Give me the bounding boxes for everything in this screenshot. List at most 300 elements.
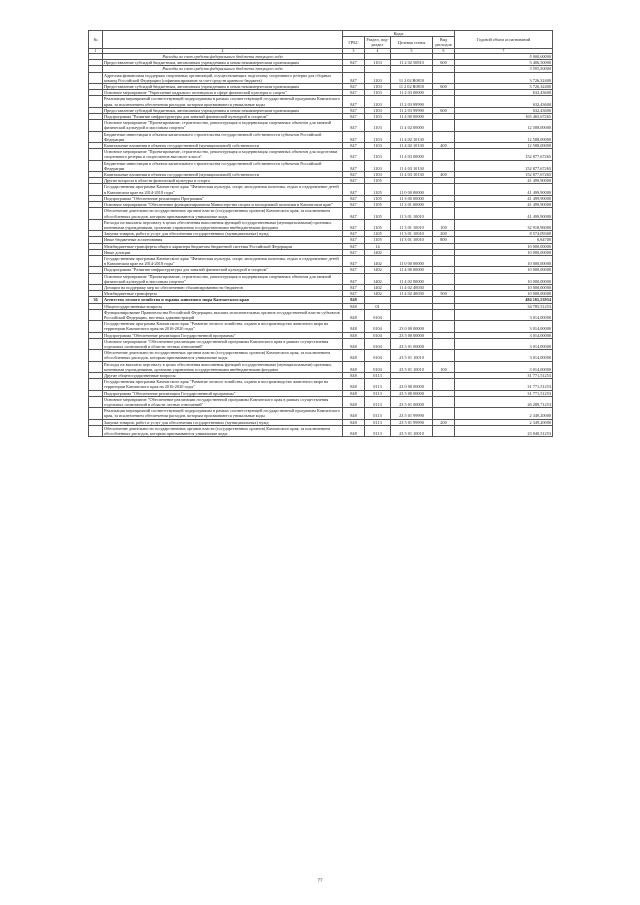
cell-amount: 31 771,51253 [455, 372, 553, 378]
cell-target: 11 2 03 99990 [391, 96, 433, 107]
header-codes: Коды [343, 31, 455, 37]
table-row [89, 208, 553, 219]
cell-amount: 3 014,00000 [455, 321, 553, 332]
column-index: 7 [455, 48, 553, 53]
cell-grbs: 848 [343, 338, 365, 349]
cell-num [89, 255, 103, 266]
cell-description: Общегосударственные вопросы [103, 303, 343, 309]
cell-vid [433, 273, 455, 284]
table-row [89, 338, 553, 349]
cell-amount: 484 165,53954 [455, 297, 553, 303]
cell-target: 11 3 01 10010 [391, 237, 433, 243]
cell-grbs: 848 [343, 425, 365, 436]
cell-amount: 26 289,71253 [455, 396, 553, 407]
cell-num [89, 160, 103, 171]
cell-section: 1105 [365, 184, 391, 195]
cell-vid: 400 [433, 172, 455, 178]
cell-description: Дотации на поддержку мер по обеспечению сбалансированности бюджетов [103, 284, 343, 290]
cell-target [391, 309, 433, 320]
cell-section: 1105 [365, 237, 391, 243]
cell-section: 0104 [365, 321, 391, 332]
cell-section: 0113 [365, 372, 391, 378]
cell-description: Государственная программа Камчатского края "Развитие лесного хозяйства, охрана и воспроизводство животного мира на территории Камчатского края на 2016-2020 годы" [103, 379, 343, 390]
cell-grbs: 847 [343, 172, 365, 178]
cell-amount: 23 940,51253 [455, 425, 553, 436]
cell-section: 1103 [365, 90, 391, 96]
cell-description: Подпрограмма "Обеспечение реализации Программы" [103, 195, 343, 201]
column-index: 6 [433, 48, 455, 53]
cell-description: Расходы на выплаты персоналу в целях обеспечения выполнения функций государственными (муниципальными) органами, казенными учреждениями, органами управления государственными внебюджетными фондами [103, 219, 343, 230]
cell-section: 1103 [365, 72, 391, 83]
cell-description: Предоставление субсидий бюджетным, автономным учреждениям и иным некоммерческим организациям [103, 107, 343, 113]
cell-section: 1103 [365, 160, 391, 171]
cell-amount: 12 588,00000 [455, 143, 553, 149]
cell-amount: 10 000,00000 [455, 249, 553, 255]
cell-amount: 632,43600 [455, 90, 553, 96]
cell-num: 36 [89, 297, 103, 303]
cell-section: 1402 [365, 273, 391, 284]
cell-section: 1402 [365, 291, 391, 297]
cell-target: 11 4 02 40030 [391, 284, 433, 290]
column-index: 1 [89, 48, 103, 53]
cell-section: 0104 [365, 338, 391, 349]
cell-target: 11 4 02 40030 [391, 291, 433, 297]
cell-grbs: 848 [343, 309, 365, 320]
cell-section: 0104 [365, 309, 391, 320]
cell-description: Расходы на выплаты персоналу в целях обеспечения выполнения функций государственными (муниципальными) органами, казенными учреждениями, органами управления государственными внебюджетными фондами [103, 361, 343, 372]
cell-section: 1105 [365, 219, 391, 230]
table-row [89, 160, 553, 171]
cell-section: 0113 [365, 390, 391, 396]
cell-amount: 12 588,00000 [455, 120, 553, 131]
cell-section: 1103 [365, 107, 391, 113]
cell-section: 01 [365, 303, 391, 309]
cell-description: Основное мероприятие "Обеспечение реализации государственной программы Камчатского края в рамках осуществления отдельных полномочий в области лесных отношений" [103, 338, 343, 349]
cell-grbs: 847 [343, 160, 365, 171]
cell-description: Межбюджетные трансферты [103, 291, 343, 297]
cell-grbs: 848 [343, 379, 365, 390]
cell-amount: 41 499,90000 [455, 208, 553, 219]
page-number: 77 [317, 879, 323, 884]
table-row [89, 120, 553, 131]
cell-vid [433, 184, 455, 195]
cell-grbs: 847 [343, 90, 365, 96]
cell-amount: 152 877,67265 [455, 160, 553, 171]
cell-description: Бюджетные инвестиции в объекты капитального строительства государственной собственности субъектов Российской Федерации [103, 131, 343, 142]
cell-num [89, 321, 103, 332]
cell-amount: 3 014,00000 [455, 309, 553, 320]
cell-target: 11 4 03 00000 [391, 149, 433, 160]
cell-grbs: 848 [343, 321, 365, 332]
cell-num [89, 96, 103, 107]
table-row [89, 72, 553, 83]
cell-description: Другие вопросы в области физической культуры и спорта [103, 178, 343, 184]
cell-vid: 100 [433, 219, 455, 230]
cell-amount: 12 588,00000 [455, 131, 553, 142]
cell-target: 11 4 03 10130 [391, 172, 433, 178]
cell-amount: 31 771,51253 [455, 379, 553, 390]
table-row [89, 321, 553, 332]
cell-vid: 400 [433, 143, 455, 149]
cell-grbs: 848 [343, 408, 365, 419]
cell-amount: 3 014,00000 [455, 332, 553, 338]
cell-grbs: 848 [343, 303, 365, 309]
cell-target: 11 4 02 00000 [391, 273, 433, 284]
table-row [89, 184, 553, 195]
cell-grbs: 847 [343, 72, 365, 83]
cell-description: Обеспечение деятельности государственных органов власти (государственных органов) Камчатского края, за исключением обособленных расходов, которым присваиваются уникальные коды [103, 208, 343, 219]
cell-vid: 200 [433, 419, 455, 425]
cell-num [89, 149, 103, 160]
cell-grbs: 847 [343, 120, 365, 131]
cell-amount: 10 000,00000 [455, 243, 553, 249]
cell-num [89, 273, 103, 284]
cell-section: 1105 [365, 195, 391, 201]
cell-num [89, 309, 103, 320]
cell-target: 11 4 02 00000 [391, 120, 433, 131]
table-row [89, 96, 553, 107]
cell-num [89, 396, 103, 407]
cell-vid [433, 255, 455, 266]
cell-section: 0113 [365, 419, 391, 425]
cell-description: Бюджетные инвестиции в объекты капитального строительства государственной собственности субъектов Российской Федерации [103, 160, 343, 171]
cell-grbs: 847 [343, 243, 365, 249]
table-header [89, 31, 553, 54]
cell-amount: 31 771,51253 [455, 390, 553, 396]
cell-amount: 3 014,00000 [455, 350, 553, 361]
cell-num [89, 408, 103, 419]
cell-grbs: 847 [343, 237, 365, 243]
cell-description: Основное мероприятие "Обеспечение реализации государственной программы Камчатского края в рамках осуществления отдельных полномочий в области лесных отношений" [103, 396, 343, 407]
table-body [89, 54, 553, 437]
cell-grbs: 848 [343, 390, 365, 396]
cell-target: 23 5 00 00000 [391, 332, 433, 338]
cell-vid: 600 [433, 84, 455, 90]
cell-vid [433, 208, 455, 219]
cell-target: 11 2 02 R0810 [391, 84, 433, 90]
cell-grbs: 847 [343, 208, 365, 219]
cell-section: 0104 [365, 361, 391, 372]
budget-table [88, 30, 553, 437]
cell-vid [433, 350, 455, 361]
cell-target: 11 4 00 00000 [391, 114, 433, 120]
cell-description: Предоставление субсидий бюджетным, автономным учреждениям и иным некоммерческим организациям [103, 60, 343, 66]
cell-section: 1402 [365, 267, 391, 273]
cell-amount: 3 726,32400 [455, 84, 553, 90]
cell-vid: 100 [433, 361, 455, 372]
cell-section: 1402 [365, 255, 391, 266]
table-row [89, 379, 553, 390]
table-row [89, 396, 553, 407]
cell-num [89, 350, 103, 361]
cell-description: Закупка товаров, работ и услуг для обеспечения государственных (муниципальных) нужд [103, 419, 343, 425]
cell-target: 11 4 02 10130 [391, 143, 433, 149]
cell-target: 23 5 01 99990 [391, 419, 433, 425]
cell-grbs: 848 [343, 372, 365, 378]
cell-target: 23 0 00 00000 [391, 321, 433, 332]
cell-num [89, 208, 103, 219]
cell-amount: 152 877,67265 [455, 172, 553, 178]
cell-section: 1402 [365, 284, 391, 290]
cell-grbs: 848 [343, 419, 365, 425]
cell-grbs: 847 [343, 178, 365, 184]
cell-target: 23 5 01 00000 [391, 396, 433, 407]
table-row [89, 219, 553, 230]
cell-target: 11 3 01 10010 [391, 231, 433, 237]
cell-grbs: 847 [343, 143, 365, 149]
cell-vid [433, 72, 455, 83]
cell-section: 0113 [365, 408, 391, 419]
cell-target: 23 5 01 00000 [391, 338, 433, 349]
cell-description: Государственная программа Камчатского края "Физическая культура, спорт, молодежная политика, отдых и оздоровление детей в Камчатском крае на 2014-2018 годы" [103, 255, 343, 266]
cell-amount: 3 593,50000 [455, 66, 553, 72]
cell-section: 14 [365, 243, 391, 249]
cell-vid [433, 425, 455, 436]
cell-amount: 152 877,67265 [455, 149, 553, 160]
header-grbs: ГРБС [343, 37, 365, 48]
table-row [89, 309, 553, 320]
cell-amount: 2 349,20000 [455, 419, 553, 425]
cell-description: Адресная финансовая поддержка спортивных организаций, осуществляющих подготовку спортивного резерва для сборных команд Российской Федерации (софинансирование за счет средств краевого бюджета) [103, 72, 343, 83]
cell-section: 1105 [365, 178, 391, 184]
cell-num [89, 184, 103, 195]
table-row [89, 350, 553, 361]
cell-grbs: 847 [343, 273, 365, 284]
cell-vid [433, 408, 455, 419]
cell-description: Реализация мероприятий соответствующей подпрограммы в рамках соответствующей государственной программы Камчатского края, за исключением обеспечения расходов, которым присваиваются уникальные коды [103, 408, 343, 419]
cell-section: 1103 [365, 60, 391, 66]
cell-grbs: 847 [343, 184, 365, 195]
cell-amount: 3 014,00000 [455, 361, 553, 372]
cell-target: 23 5 01 10010 [391, 350, 433, 361]
cell-grbs: 847 [343, 255, 365, 266]
cell-target: 11 2 02 R0810 [391, 72, 433, 83]
cell-grbs: 847 [343, 249, 365, 255]
cell-grbs: 847 [343, 84, 365, 90]
cell-vid: 200 [433, 231, 455, 237]
cell-description: Агентство лесного хозяйства и охраны животного мира Камчатского края [103, 297, 343, 303]
cell-grbs: 848 [343, 297, 365, 303]
cell-description: Обеспечение деятельности государственных органов власти (государственных органов) Камчатского края, за исключением обособленных расходов, которым присваиваются уникальные коды [103, 350, 343, 361]
cell-amount: 2 349,20000 [455, 408, 553, 419]
cell-description: Подпрограмма "Обеспечение реализации Государственной программы" [103, 332, 343, 338]
cell-description: Функционирование Правительства Российской Федерации, высших исполнительных органов государственной власти субъектов Российской Федерации, местных администраций [103, 309, 343, 320]
column-index: 3 [343, 48, 365, 53]
cell-target: 11 3 01 00000 [391, 202, 433, 208]
column-index: 5 [391, 48, 433, 53]
cell-description: Закупка товаров, работ и услуг для обеспечения государственных (муниципальных) нужд [103, 231, 343, 237]
column-index: 2 [103, 48, 343, 53]
cell-description: Расходы за счет средств федерального бюджета текущего года [103, 66, 343, 72]
cell-grbs: 847 [343, 149, 365, 160]
header-section: Раздел, под-раздел [366, 37, 389, 48]
cell-amount: 32 918,96000 [455, 219, 553, 230]
cell-grbs: 847 [343, 202, 365, 208]
cell-target: 11 3 01 10010 [391, 208, 433, 219]
cell-vid [433, 321, 455, 332]
cell-section: 0104 [365, 332, 391, 338]
cell-description: Расходы за счет средств федерального бюджета текущего года [103, 54, 343, 60]
table-row [89, 273, 553, 284]
cell-num [89, 120, 103, 131]
header-vid: Вид расходов [433, 37, 455, 48]
cell-num [89, 379, 103, 390]
cell-num [89, 219, 103, 230]
cell-section: 0113 [365, 396, 391, 407]
cell-section: 1103 [365, 120, 391, 131]
cell-description: Основное мероприятие "Проектирование, строительство, реконструкция и модернизация спортивных объектов для занятий физической культурой и массовым спортом" [103, 120, 343, 131]
cell-grbs: 847 [343, 231, 365, 237]
cell-amount: 6,84700 [455, 237, 553, 243]
cell-section: 1103 [365, 84, 391, 90]
cell-amount: 41 499,90000 [455, 178, 553, 184]
cell-description: Другие общегосударственные вопросы [103, 372, 343, 378]
cell-grbs: 848 [343, 350, 365, 361]
cell-num [89, 425, 103, 436]
cell-section: 1103 [365, 143, 391, 149]
cell-grbs: 848 [343, 361, 365, 372]
cell-section: 1105 [365, 202, 391, 208]
cell-amount: 41 499,90000 [455, 184, 553, 195]
cell-description: Подпрограмма "Обеспечение реализации Государственной программы" [103, 390, 343, 396]
cell-target: 23 5 01 99990 [391, 408, 433, 419]
cell-description: Обеспечение деятельности государственных органов власти (государственных органов) Камчатского края, за исключением обособленных расходов, которым присваиваются уникальные коды [103, 425, 343, 436]
cell-section: 1103 [365, 114, 391, 120]
cell-amount: 34 785,51253 [455, 303, 553, 309]
cell-target: 11 2 02 50810 [391, 60, 433, 66]
table-row [89, 149, 553, 160]
cell-target: 11 2 03 00000 [391, 90, 433, 96]
cell-amount: 5 000,00000 [455, 54, 553, 60]
budget-document [88, 30, 552, 437]
cell-amount: 632,43600 [455, 96, 553, 107]
cell-grbs: 847 [343, 60, 365, 66]
cell-grbs: 847 [343, 267, 365, 273]
cell-vid [433, 396, 455, 407]
cell-num [89, 131, 103, 142]
cell-description: Межбюджетные трансферты общего характера бюджетам бюджетной системы Российской Федерации [103, 243, 343, 249]
cell-section: 0113 [365, 425, 391, 436]
table-row [89, 361, 553, 372]
cell-description: Основное мероприятие "Проектирование, строительство, реконструкция и модернизация спортивных объектов для занятий физической культурой и массовым спортом" [103, 273, 343, 284]
cell-amount: 10 000,00000 [455, 273, 553, 284]
cell-amount: 632,43600 [455, 107, 553, 113]
cell-vid [433, 338, 455, 349]
cell-grbs: 847 [343, 284, 365, 290]
cell-vid [433, 309, 455, 320]
cell-description: Основное мероприятие "Проектирование, строительство, реконструкция и модернизация спортивных объектов для подготовки спортивного резерва и спортсменов высокого класса" [103, 149, 343, 160]
cell-section: 0113 [365, 379, 391, 390]
cell-description: Предоставление субсидий бюджетным, автономным учреждениям и иным некоммерческим организациям [103, 84, 343, 90]
cell-target: 23 5 00 00000 [391, 390, 433, 396]
cell-vid [433, 149, 455, 160]
cell-grbs: 847 [343, 114, 365, 120]
table-row [89, 255, 553, 266]
cell-amount: 41 499,90000 [455, 195, 553, 201]
cell-amount: 8 574,09300 [455, 231, 553, 237]
cell-amount: 165 465,67265 [455, 114, 553, 120]
cell-vid [433, 120, 455, 131]
column-index: 4 [365, 48, 391, 53]
cell-vid: 600 [433, 107, 455, 113]
cell-target: 23 5 01 10010 [391, 361, 433, 372]
header-annual: Годовой объем ассигнований [455, 31, 553, 49]
cell-num [89, 361, 103, 372]
cell-section: 1103 [365, 96, 391, 107]
cell-target: 11 4 02 10130 [391, 131, 433, 142]
cell-vid [433, 96, 455, 107]
table-row [89, 408, 553, 419]
cell-amount: 3 726,32400 [455, 72, 553, 83]
cell-amount: 5 406,50000 [455, 60, 553, 66]
cell-grbs: 847 [343, 291, 365, 297]
cell-amount: 10 000,00000 [455, 267, 553, 273]
cell-amount: 10 000,00000 [455, 291, 553, 297]
cell-description: Подпрограмма "Развитие инфраструктуры для занятий физической культурой и спортом" [103, 114, 343, 120]
cell-description: Реализация мероприятий соответствующей подпрограммы в рамках соответствующей государственной программы Камчатского края, за исключением обеспечения расходов, которым присваиваются уникальные коды [103, 96, 343, 107]
cell-target: 11 4 00 00000 [391, 267, 433, 273]
table-row [89, 425, 553, 436]
cell-target: 11 2 03 99990 [391, 107, 433, 113]
cell-description: Государственная программа Камчатского края "Развитие лесного хозяйства, охрана и воспроизводство животного мира на территории Камчатского края на 2016-2020 годы" [103, 321, 343, 332]
cell-num [89, 338, 103, 349]
cell-section: 1105 [365, 231, 391, 237]
cell-vid [433, 379, 455, 390]
cell-target: 11 0 00 00000 [391, 255, 433, 266]
cell-grbs: 847 [343, 131, 365, 142]
cell-grbs: 848 [343, 396, 365, 407]
cell-grbs: 848 [343, 332, 365, 338]
cell-target: 23 0 00 00000 [391, 379, 433, 390]
cell-section: 1103 [365, 131, 391, 142]
cell-target: 11 4 03 10130 [391, 160, 433, 171]
header-target: Целевая статья [391, 37, 433, 48]
cell-grbs: 847 [343, 107, 365, 113]
cell-amount: 10 000,00000 [455, 255, 553, 266]
cell-description: Иные бюджетные ассигнования [103, 237, 343, 243]
cell-vid [433, 160, 455, 171]
cell-vid: 500 [433, 291, 455, 297]
header-name [103, 31, 343, 49]
cell-description: Капитальные вложения в объекты государственной (муниципальной) собственности [103, 143, 343, 149]
cell-vid: 800 [433, 237, 455, 243]
cell-amount: 10 000,00000 [455, 284, 553, 290]
cell-description: Основное мероприятие "Обеспечение функционирования Министерства спорта и молодежной политики в Камчатском крае" [103, 202, 343, 208]
cell-target: 11 0 00 00000 [391, 184, 433, 195]
cell-section: 0104 [365, 350, 391, 361]
cell-amount: 41 499,90000 [455, 202, 553, 208]
cell-section: 1105 [365, 208, 391, 219]
table-row [89, 131, 553, 142]
cell-description: Государственная программа Камчатского края "Физическая культура, спорт, молодежная политика, отдых и оздоровление детей в Камчатском крае на 2014-2018 годы" [103, 184, 343, 195]
cell-grbs: 847 [343, 96, 365, 107]
cell-description: Иные дотации [103, 249, 343, 255]
cell-num [89, 72, 103, 83]
cell-description: Капитальные вложения в объекты государственной (муниципальной) собственности [103, 172, 343, 178]
cell-description: Основное мероприятие "Укрепление кадрового потенциала в сфере физической культуры и спорта" [103, 90, 343, 96]
cell-target: 11 3 00 00000 [391, 195, 433, 201]
cell-section: 1103 [365, 172, 391, 178]
cell-vid [433, 131, 455, 142]
cell-section: 1402 [365, 249, 391, 255]
cell-vid: 600 [433, 60, 455, 66]
cell-description: Подпрограмма "Развитие инфраструктуры для занятий физической культурой и спортом" [103, 267, 343, 273]
cell-grbs: 847 [343, 195, 365, 201]
cell-target: 23 5 01 10010 [391, 425, 433, 436]
cell-amount: 3 014,00000 [455, 338, 553, 349]
cell-section: 1103 [365, 149, 391, 160]
cell-target: 11 3 01 10010 [391, 219, 433, 230]
